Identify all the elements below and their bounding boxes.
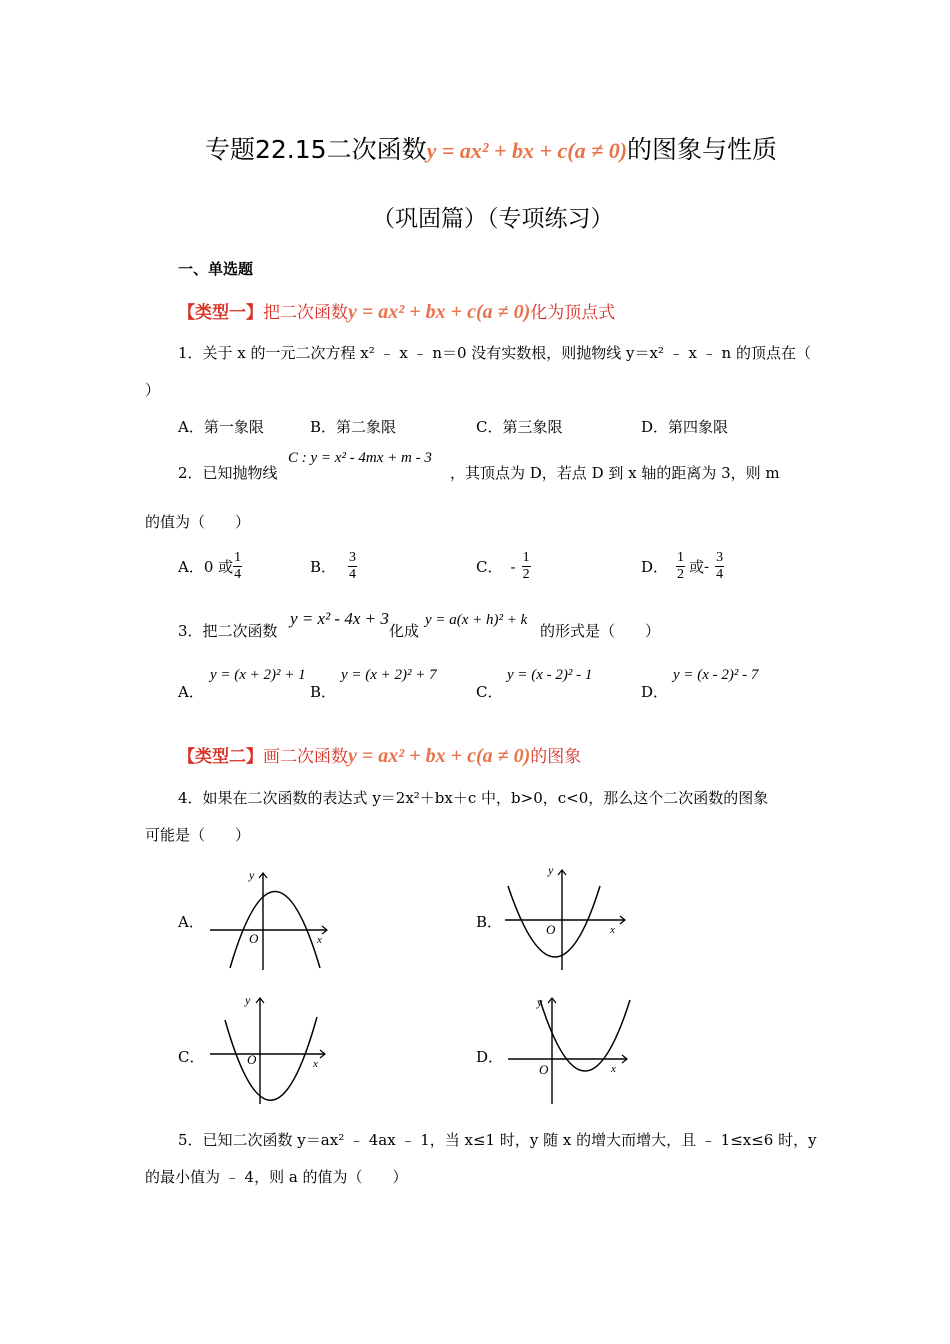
q4-option-d[interactable]: D．: [476, 1048, 504, 1066]
page-title-line2: （巩固篇）（专项练习）: [372, 206, 614, 232]
q4-option-a[interactable]: A．: [178, 913, 204, 931]
x-axis-label: x: [313, 1058, 318, 1070]
q2-option-d-fraction-2: [715, 550, 724, 583]
y-axis-label: y: [548, 863, 554, 877]
title-prefix: 专题22.15二次函数: [205, 135, 427, 164]
type2-bracket: 【类型二】: [178, 747, 263, 767]
type2-post: 的图象: [530, 747, 582, 767]
question-2-pre: 2．已知抛物线: [178, 464, 278, 482]
question-1-text: 1．关于 x 的一元二次方程 x² ﹣ x ﹣ n＝0 没有实数根，则抛物线 y＝x² ﹣ x ﹣ n 的顶点在（: [178, 344, 811, 362]
type2-heading: [178, 742, 581, 768]
q2-option-d[interactable]: [641, 550, 724, 583]
frac-den: 2: [677, 567, 685, 582]
frac-num: 3: [349, 550, 357, 565]
q3-option-d-formula: y = (x - 2)² - 7: [673, 667, 759, 683]
page-title-line1: [205, 130, 777, 166]
x-axis-label: x: [611, 1063, 616, 1075]
question-2-formula: C : y = x² - 4mx + m - 3: [288, 450, 432, 466]
question-3-mid: 化成: [389, 622, 420, 640]
frac-den: 2: [522, 567, 530, 582]
question-3-pre: 3．把二次函数: [178, 622, 278, 640]
parabola-curve: [540, 1000, 630, 1071]
q1-option-b[interactable]: B．第二象限: [310, 418, 397, 436]
type1-formula: y = ax² + bx + c(a ≠ 0): [348, 301, 531, 323]
q4-option-c[interactable]: C．: [178, 1048, 205, 1066]
type2-pre: 画二次函数: [263, 747, 348, 767]
frac-num: 1: [522, 550, 530, 565]
y-axis-label: y: [245, 993, 251, 1007]
q2-option-d-fraction-1: [676, 550, 685, 583]
title-formula: y = ax² + bx + c(a ≠ 0): [426, 138, 628, 163]
question-3-post: 的形式是（ ）: [540, 622, 661, 640]
q4-graph-c: [205, 992, 335, 1107]
parabola-curve: [225, 1017, 317, 1100]
type1-heading: [178, 298, 615, 324]
type1-bracket: 【类型一】: [178, 303, 263, 323]
q2-option-d-label: D．: [641, 558, 669, 576]
q3-option-b[interactable]: B．: [310, 683, 337, 701]
q2-option-c-sign: -: [510, 557, 516, 576]
q2-option-a-fraction: [233, 550, 242, 583]
x-axis-label: x: [610, 924, 615, 936]
frac-num: 1: [234, 550, 242, 565]
q1-option-c[interactable]: C．第三象限: [476, 418, 563, 436]
q3-option-c[interactable]: C．: [476, 683, 503, 701]
q3-option-d[interactable]: D．: [641, 683, 669, 701]
question-5-text: 5．已知二次函数 y＝ax² ﹣ 4ax ﹣ 1，当 x≤1 时，y 随 x 的增大而增大，且 ﹣ 1≤x≤6 时，y: [178, 1131, 817, 1149]
q4-option-b[interactable]: B．: [476, 913, 503, 931]
q2-option-d-or: 或: [689, 558, 705, 576]
question-3-formula-2: y = a(x + h)² + k: [425, 612, 528, 628]
q3-option-b-formula: y = (x + 2)² + 7: [341, 667, 437, 683]
y-axis-label: y: [537, 995, 543, 1009]
q4-graph-a: [205, 865, 335, 975]
q1-option-a[interactable]: A．第一象限: [178, 418, 264, 436]
question-3-formula-1: y = x² - 4x + 3: [290, 609, 389, 628]
q2-option-a-label: A．0 或: [178, 558, 234, 576]
q2-option-a[interactable]: [178, 550, 242, 583]
question-2-cont: 的值为（ ）: [145, 513, 251, 531]
frac-den: 4: [349, 567, 357, 582]
q1-option-d[interactable]: D．第四象限: [641, 418, 729, 436]
q4-graph-d: [505, 992, 640, 1107]
q2-option-b-label: B．: [310, 558, 337, 576]
x-axis-label: x: [317, 934, 322, 946]
question-2-post: ，其顶点为 D，若点 D 到 x 轴的距离为 3，则 m: [450, 464, 780, 482]
frac-den: 4: [716, 567, 724, 582]
q2-option-c-fraction: [522, 550, 531, 583]
q3-option-c-formula: y = (x - 2)² - 1: [507, 667, 593, 683]
section-heading: 一、单选题: [178, 260, 254, 278]
q2-option-b-fraction: [348, 550, 357, 583]
frac-num: 3: [716, 550, 724, 565]
origin-label: O: [546, 922, 556, 937]
q2-option-d-sign: -: [704, 557, 710, 576]
type1-pre: 把二次函数: [263, 303, 348, 323]
q3-option-a[interactable]: A．: [178, 683, 204, 701]
q3-option-a-formula: y = (x + 2)² + 1: [210, 667, 306, 683]
question-4-cont: 可能是（ ）: [145, 826, 251, 844]
question-1-cont: ）: [145, 381, 161, 399]
q2-option-c-label: C．: [476, 558, 503, 576]
q2-option-c[interactable]: [476, 550, 531, 583]
q2-option-b[interactable]: [310, 550, 357, 583]
origin-label: O: [247, 1052, 257, 1067]
type1-post: 化为顶点式: [530, 303, 616, 323]
frac-den: 4: [234, 567, 242, 582]
y-axis-label: y: [249, 868, 255, 882]
frac-num: 1: [677, 550, 685, 565]
title-suffix: 的图象与性质: [627, 135, 778, 164]
question-4-text: 4．如果在二次函数的表达式 y＝2x²＋bx＋c 中，b>0，c<0，那么这个二次函数的图象: [178, 789, 769, 807]
question-5-cont: 的最小值为 ﹣ 4，则 a 的值为（ ）: [145, 1168, 408, 1186]
q4-graph-b: [500, 858, 635, 973]
origin-label: O: [539, 1062, 549, 1077]
origin-label: O: [249, 931, 259, 946]
type2-formula: y = ax² + bx + c(a ≠ 0): [348, 745, 531, 767]
